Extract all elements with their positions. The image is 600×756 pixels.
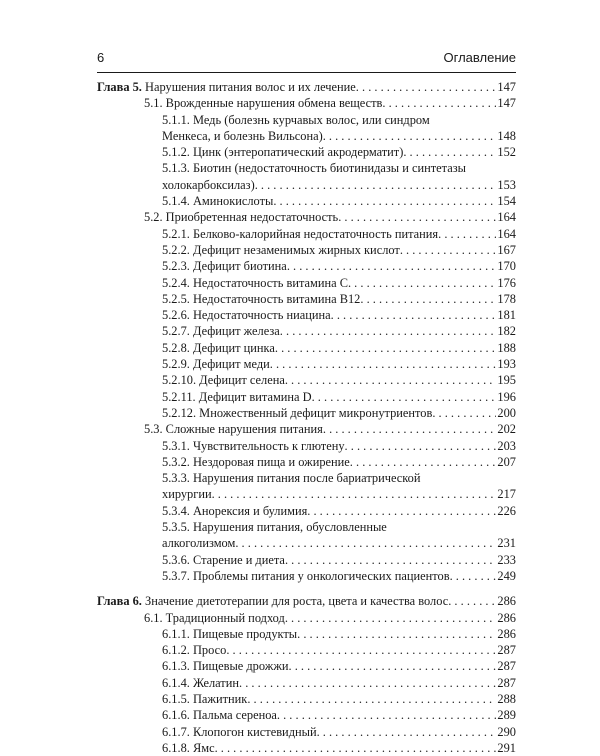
toc-entry-text: 6.1.2. Просо	[162, 643, 227, 658]
toc-entry-text: 6.1. Традиционный подход	[144, 610, 285, 625]
dot-leader	[215, 740, 497, 756]
toc-section-entry[interactable]	[97, 95, 516, 111]
toc-subsection-entry[interactable]	[97, 258, 516, 274]
toc-page-number: 217	[497, 487, 516, 502]
toc-entry-text: 5.1. Врожденные нарушения обмена веществ	[144, 96, 383, 111]
toc-entry-text: 5.2.7. Дефицит железа	[162, 324, 280, 339]
toc-page-number: 200	[497, 405, 516, 420]
toc-subsection-entry[interactable]	[97, 675, 516, 691]
toc-subsection-entry[interactable]	[97, 568, 516, 584]
dot-leader	[323, 128, 497, 144]
toc-subsection-entry[interactable]	[97, 740, 516, 756]
toc-entry-text-line1: 5.3.3. Нарушения питания после бариатрической	[162, 471, 421, 486]
dot-leader	[317, 724, 497, 740]
dot-leader	[297, 626, 496, 642]
toc-entry-text: холокарбоксилаз)	[162, 177, 255, 192]
toc-entry-text: 5.3.6. Старение и диета	[162, 552, 285, 567]
dot-leader	[403, 144, 496, 160]
toc-page-number: 290	[497, 724, 516, 739]
dot-leader	[312, 389, 497, 405]
toc-subsection-entry[interactable]	[97, 291, 516, 307]
toc-entry-text: 5.3.1. Чувствительность к глютену	[162, 438, 345, 453]
chapter-label: Глава 6.	[97, 594, 142, 609]
toc-subsection-entry[interactable]	[97, 275, 516, 291]
toc-entry-text: 5.3.2. Нездоровая пища и ожирение	[162, 454, 350, 469]
toc-subsection-entry[interactable]	[97, 160, 516, 193]
toc-page-number: 226	[497, 503, 516, 518]
dot-leader	[239, 675, 496, 691]
toc-page-number: 164	[497, 210, 516, 225]
toc-entry-text: 6.1.3. Пищевые дрожжи	[162, 659, 289, 674]
toc-page-number: 231	[497, 536, 516, 551]
toc-entry-text: 5.2.4. Недостаточность витамина С	[162, 275, 348, 290]
dot-leader	[323, 421, 497, 437]
toc-entry-text: 5.2.3. Дефицит биотина	[162, 259, 287, 274]
toc-entry-text-line1: 5.1.3. Биотин (недостаточность биотинидазы и синтетазы	[162, 161, 466, 176]
toc-entry-text: алкоголизмом	[162, 536, 236, 551]
toc-entry-text: 5.2.2. Дефицит незаменимых жирных кислот	[162, 242, 400, 257]
toc-subsection-entry[interactable]	[97, 503, 516, 519]
toc-subsection-entry[interactable]	[97, 323, 516, 339]
toc-page-number: 289	[497, 708, 516, 723]
toc-entry-text: 5.1.4. Аминокислоты	[162, 194, 274, 209]
toc-subsection-entry[interactable]	[97, 193, 516, 209]
toc-entry-text-line1: 5.1.1. Медь (болезнь курчавых волос, или синдром	[162, 112, 430, 127]
toc-entry-text: 5.2.1. Белково-калорийная недостаточность питания	[162, 226, 439, 241]
toc-subsection-entry[interactable]	[97, 356, 516, 372]
toc-chapter-entry[interactable]	[97, 79, 516, 95]
toc-entry-text: 5.2.12. Множественный дефицит микронутриентов	[162, 405, 433, 420]
dot-leader	[356, 79, 497, 95]
toc-entry-text: Менкеса, и болезнь Вильсона)	[162, 128, 323, 143]
toc-subsection-entry[interactable]	[97, 372, 516, 388]
dot-leader	[275, 340, 497, 356]
toc-subsection-entry[interactable]	[97, 626, 516, 642]
dot-leader	[285, 372, 497, 388]
toc-page-number: 178	[497, 291, 516, 306]
chapter-gap	[97, 584, 516, 593]
toc-subsection-entry[interactable]	[97, 454, 516, 470]
toc-page-number: 207	[497, 454, 516, 469]
toc-subsection-entry[interactable]	[97, 242, 516, 258]
dot-leader	[270, 356, 497, 372]
toc-subsection-entry[interactable]	[97, 642, 516, 658]
toc-entry-text: 6.1.7. Клопогон кистевидный	[162, 724, 317, 739]
toc-page-number: 202	[497, 422, 516, 437]
toc-page-number: 195	[497, 373, 516, 388]
toc-section-entry[interactable]	[97, 209, 516, 225]
toc-page-number: 287	[497, 675, 516, 690]
toc-subsection-entry[interactable]	[97, 519, 516, 552]
toc-page-number: 182	[497, 324, 516, 339]
toc-page-number: 287	[497, 643, 516, 658]
toc-subsection-entry[interactable]	[97, 438, 516, 454]
toc-subsection-entry[interactable]	[97, 405, 516, 421]
dot-leader	[338, 209, 496, 225]
table-of-contents	[97, 79, 516, 756]
toc-entry-text: 5.3.7. Проблемы питания у онкологических пациентов	[162, 568, 450, 583]
toc-entry-text: 5.2.6. Недостаточность ниацина	[162, 308, 331, 323]
toc-page-number: 287	[497, 659, 516, 674]
toc-entry-text: 6.1.1. Пищевые продукты	[162, 626, 298, 641]
dot-leader	[382, 95, 496, 111]
toc-entry-text: 6.1.4. Желатин	[162, 675, 239, 690]
toc-subsection-entry[interactable]	[97, 389, 516, 405]
toc-page-number: 153	[497, 177, 516, 192]
toc-subsection-entry[interactable]	[97, 144, 516, 160]
dot-leader	[289, 658, 497, 674]
toc-page-number: 164	[497, 226, 516, 241]
toc-entry-text-line1: 5.3.5. Нарушения питания, обусловленные	[162, 520, 387, 535]
dot-leader	[448, 593, 496, 609]
header-rule	[97, 72, 516, 73]
running-header-title: Оглавление	[443, 50, 516, 65]
toc-page-number: 148	[497, 128, 516, 143]
dot-leader	[235, 535, 496, 551]
toc-page-number: 286	[497, 610, 516, 625]
toc-page-number: 288	[497, 691, 516, 706]
dot-leader	[307, 503, 496, 519]
toc-subsection-entry[interactable]	[97, 691, 516, 707]
toc-subsection-entry[interactable]	[97, 658, 516, 674]
toc-page-number: 196	[497, 389, 516, 404]
toc-page-number: 154	[497, 194, 516, 209]
toc-entry-text: 5.2. Приобретенная недостаточность	[144, 210, 339, 225]
dot-leader	[280, 323, 497, 339]
chapter-label: Глава 5.	[97, 80, 142, 94]
toc-page-number: 167	[497, 242, 516, 257]
toc-entry-text: 5.2.9. Дефицит меди	[162, 357, 270, 372]
toc-page-number: 291	[497, 740, 516, 755]
toc-subsection-entry[interactable]	[97, 226, 516, 242]
dot-leader	[432, 405, 496, 421]
toc-entry-text: Значение диетотерапии для роста, цвета и качества волос	[145, 594, 449, 609]
dot-leader	[247, 691, 496, 707]
toc-subsection-entry[interactable]	[97, 470, 516, 503]
toc-page-number: 181	[497, 308, 516, 323]
toc-page-number: 203	[497, 438, 516, 453]
toc-page-number: 188	[497, 340, 516, 355]
toc-chapter-entry[interactable]	[97, 593, 516, 609]
dot-leader	[450, 568, 497, 584]
toc-page-number: 286	[497, 594, 516, 609]
dot-leader	[285, 610, 497, 626]
toc-subsection-entry[interactable]	[97, 724, 516, 740]
dot-leader	[438, 226, 496, 242]
dot-leader	[360, 291, 496, 307]
dot-leader	[400, 242, 497, 258]
dot-leader	[287, 258, 497, 274]
dot-leader	[212, 486, 497, 502]
toc-page-number: 152	[497, 145, 516, 160]
page-number: 6	[97, 50, 105, 65]
toc-page-number: 176	[497, 275, 516, 290]
toc-entry-text: 6.1.5. Пажитник	[162, 691, 248, 706]
toc-section-entry[interactable]	[97, 421, 516, 437]
toc-page-number: 193	[497, 357, 516, 372]
dot-leader	[350, 454, 497, 470]
toc-entry-text: 5.2.11. Дефицит витамина D	[162, 389, 312, 404]
toc-entry-text: хирургии	[162, 487, 212, 502]
dot-leader	[348, 275, 496, 291]
toc-page-number: 147	[497, 96, 516, 111]
toc-entry-text: 5.2.8. Дефицит цинка	[162, 340, 275, 355]
toc-page-number: 170	[497, 259, 516, 274]
dot-leader	[277, 707, 497, 723]
toc-entry-text: 6.1.8. Ямс	[162, 740, 215, 755]
toc-page-number: 233	[497, 552, 516, 567]
toc-subsection-entry[interactable]	[97, 112, 516, 145]
dot-leader	[331, 307, 497, 323]
toc-entry-text: 5.2.10. Дефицит селена	[162, 373, 285, 388]
toc-page-number: 286	[497, 626, 516, 641]
toc-subsection-entry[interactable]	[97, 707, 516, 723]
toc-entry-text: 5.3. Сложные нарушения питания	[144, 422, 323, 437]
toc-subsection-entry[interactable]	[97, 552, 516, 568]
toc-subsection-entry[interactable]	[97, 340, 516, 356]
toc-section-entry[interactable]	[97, 610, 516, 626]
toc-entry-text: 5.1.2. Цинк (энтеропатический акродерматит)	[162, 145, 404, 160]
toc-entry-text: 5.2.5. Недостаточность витамина B12	[162, 291, 361, 306]
dot-leader	[255, 177, 497, 193]
dot-leader	[345, 438, 497, 454]
dot-leader	[285, 552, 496, 568]
toc-page-number: 249	[497, 568, 516, 583]
toc-entry-text: 5.3.4. Анорексия и булимия	[162, 503, 308, 518]
dot-leader	[273, 193, 496, 209]
toc-subsection-entry[interactable]	[97, 307, 516, 323]
toc-page-number: 147	[497, 80, 516, 94]
toc-entry-text: 6.1.6. Пальма сереноа	[162, 708, 277, 723]
toc-entry-text: Нарушения питания волос и их лечение	[145, 80, 356, 94]
dot-leader	[226, 642, 496, 658]
